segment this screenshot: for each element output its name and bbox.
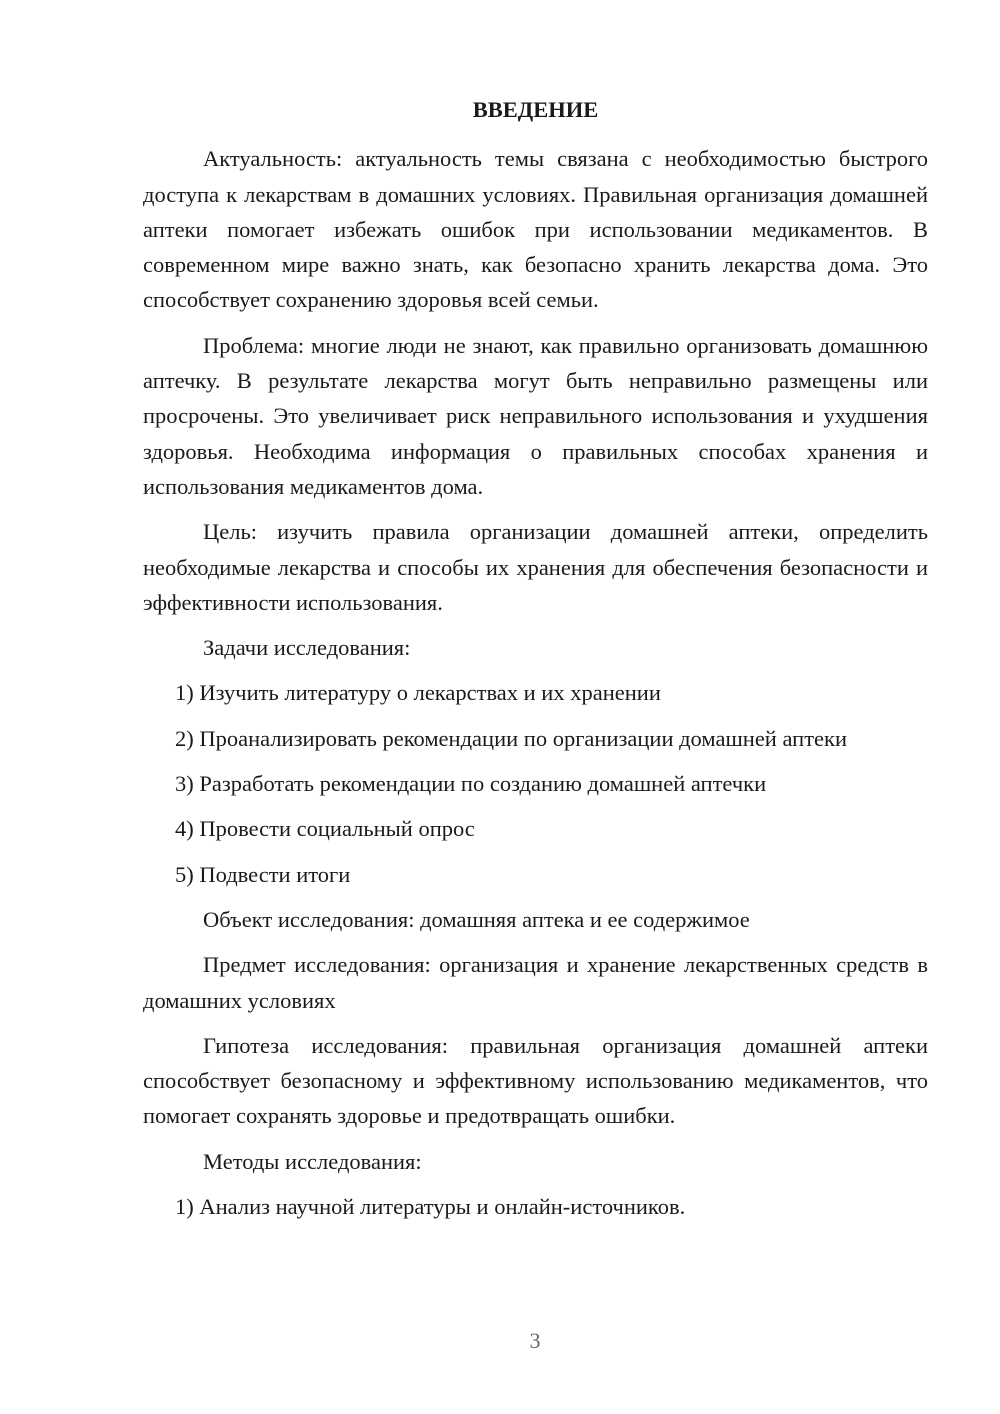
methods-heading: Методы исследования:	[203, 1148, 422, 1174]
goal-paragraph: Цель: изучить правила организации домашней аптеки, определить необходимые лекарства и способы их хранения для обеспечения безопасности и эффективности использования.	[143, 519, 928, 615]
page-number: 3	[529, 1328, 541, 1353]
page-title: ВВЕДЕНИЕ	[472, 97, 599, 122]
tasks-heading: Задачи исследования:	[203, 635, 411, 661]
tasks-list	[143, 675, 928, 891]
methods-list	[143, 1189, 928, 1224]
problem-paragraph: Проблема: многие люди не знают, как правильно организовать домашнюю аптечку. В результате лекарства могут быть неправильно размещены или просрочены. Это увеличивает риск неправильного использования и ухудшения здоровья. Необходима информация о правильных способах хранения и использования медикаментов дома.	[143, 332, 928, 499]
list-item: 3) Разработать рекомендации по созданию домашней аптечки	[175, 771, 767, 797]
list-item: 1) Анализ научной литературы и онлайн-источников.	[175, 1194, 686, 1220]
hypothesis-paragraph: Гипотеза исследования: правильная организация домашней аптеки способствует безопасному и эффективному использованию медикаментов, что помогает сохранять здоровье и предотвращать ошибки.	[143, 1032, 928, 1129]
list-item: 1) Изучить литературу о лекарствах и их хранении	[175, 680, 661, 706]
list-item: 4) Провести социальный опрос	[175, 816, 475, 842]
subject-paragraph: Предмет исследования: организация и хранение лекарственных средств в домашних условиях	[143, 952, 928, 1013]
relevance-paragraph: Актуальность: актуальность темы связана с необходимостью быстрого доступа к лекарствам в домашних условиях. Правильная организация домашней аптеки помогает избежать ошибок при использовании медикаментов. В современном мире важно знать, как безопасно хранить лекарства дома. Это способствует сохранению здоровья всей семьи.	[143, 146, 928, 313]
list-item: 5) Подвести итоги	[175, 861, 351, 887]
list-item: 2) Проанализировать рекомендации по организации домашней аптеки	[175, 725, 847, 751]
document-page	[143, 92, 928, 1234]
object-paragraph: Объект исследования: домашняя аптека и ее содержимое	[203, 906, 750, 932]
